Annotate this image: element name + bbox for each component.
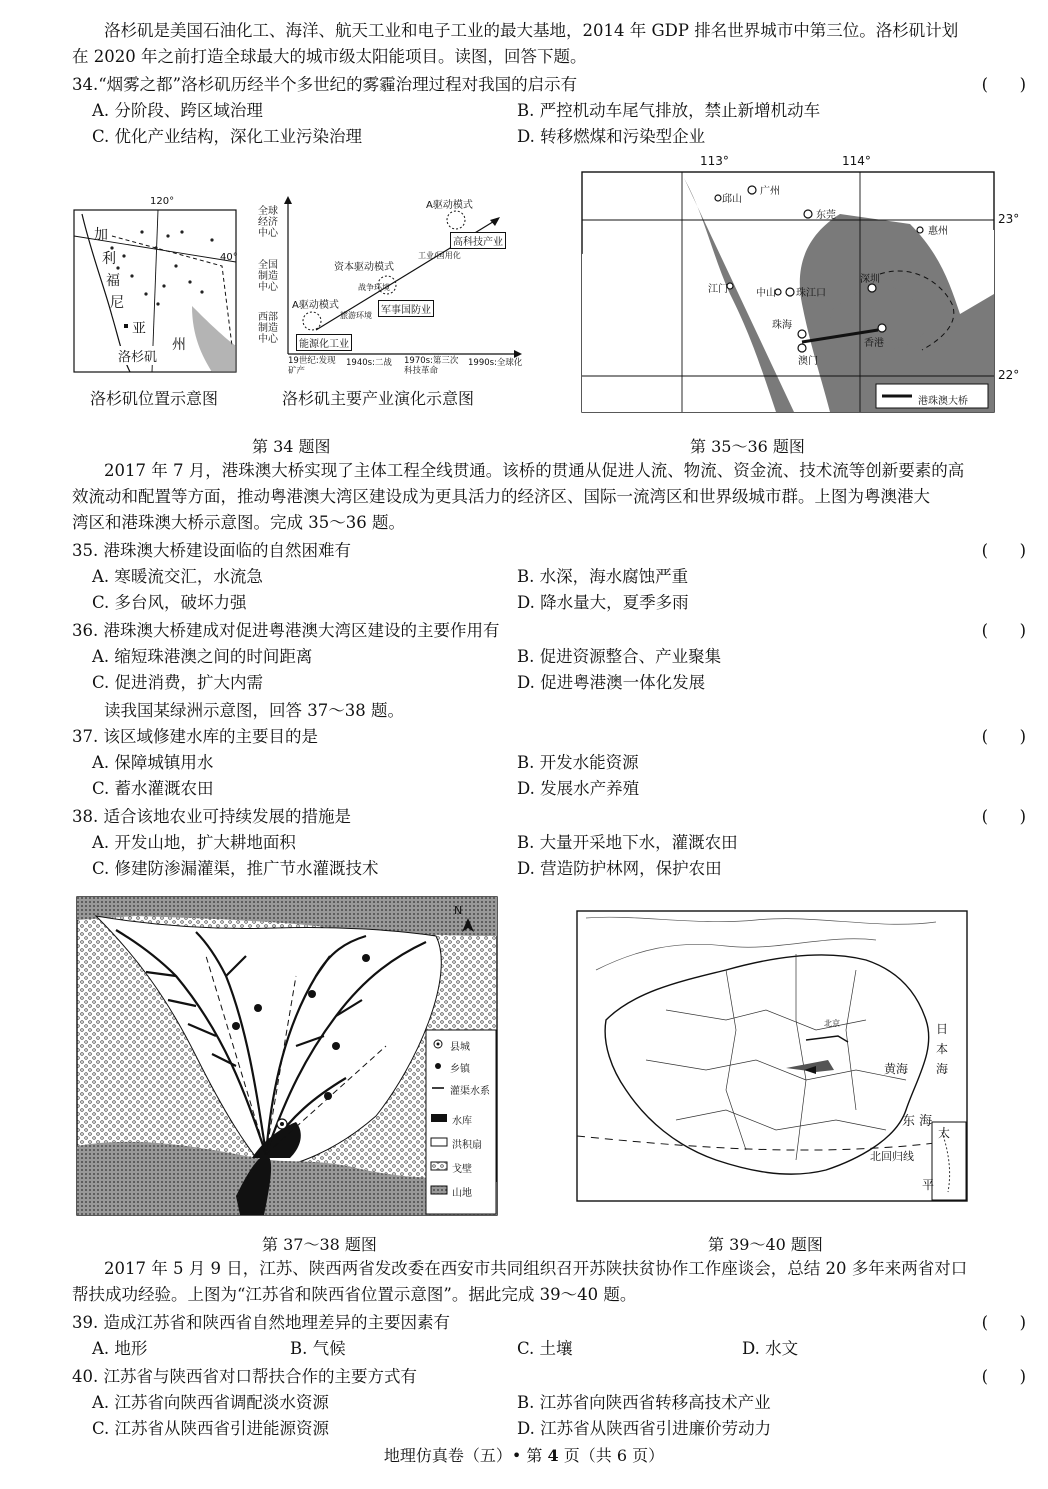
map-label: 北回归线 <box>870 1150 914 1163</box>
intro-paragraph-line: 洛杉矶是美国石油化工、海洋、航天工业和电子工业的最大基地，2014 年 GDP 排名世界城市中第三位。洛杉矶计划 <box>104 21 959 40</box>
city-label: 江门 <box>708 284 728 295</box>
y-label: 全国制造中心 <box>258 260 278 293</box>
option-d: D. 营造防护林网，保护农田 <box>517 859 722 878</box>
city-label: 澳门 <box>798 356 818 367</box>
city-label: 香港 <box>864 338 884 349</box>
answer-blank: ( ) <box>981 1367 1026 1386</box>
map-label: 利 <box>102 251 116 267</box>
figure-caption: 洛杉矶位置示意图 <box>90 389 219 408</box>
intro-paragraph-line: 帮扶成功经验。上图为“江苏省和陕西省位置示意图”。据此完成 39～40 题。 <box>72 1285 637 1304</box>
industry-box: 军事国防业 <box>378 300 434 317</box>
industry-box: 高科技产业 <box>450 232 506 249</box>
intro-paragraph-line: 2017 年 5 月 9 日，江苏、陕西两省发改委在西安市共同组织召开苏陕扶贫协作工作座谈会，总结 20 多年来两省对口 <box>104 1259 968 1278</box>
legend-label: 灌渠水系 <box>450 1086 490 1097</box>
option-c: C. 多台风，破坏力强 <box>92 593 247 612</box>
map-label: 东 海 <box>902 1114 933 1129</box>
question-38-stem: 38. 适合该地农业可持续发展的措施是 <box>72 807 351 826</box>
arrow-note: 工业/国用化 <box>418 251 461 260</box>
longitude-label: 114° <box>842 154 871 168</box>
answer-blank: ( ) <box>981 75 1026 94</box>
page-footer <box>0 1443 1048 1466</box>
latitude-label: 40° <box>220 252 238 263</box>
figure-caption: 洛杉矶主要产业演化示意图 <box>282 389 475 408</box>
question-36-stem: 36. 港珠澳大桥建成对促进粤港澳大湾区建设的主要作用有 <box>72 621 500 640</box>
footer-right: 页（共 6 页） <box>558 1446 665 1465</box>
footer-left: 地理仿真卷（五）• 第 <box>383 1446 548 1465</box>
question-34-stem: 34.“烟雾之都”洛杉矶历经半个多世纪的雾霾治理过程对我国的启示有 <box>72 75 578 94</box>
city-label: 邱山 <box>722 194 742 205</box>
option-c: C. 修建防渗漏灌渠，推广节水灌溉技术 <box>92 859 379 878</box>
question-40-stem: 40. 江苏省与陕西省对口帮扶合作的主要方式有 <box>72 1367 417 1386</box>
answer-blank: ( ) <box>981 621 1026 640</box>
figure-caption: 第 34 题图 <box>252 437 331 456</box>
option-a: A. 地形 <box>92 1339 148 1358</box>
map-label: 太 <box>938 1126 951 1140</box>
latitude-label: 23° <box>998 212 1020 226</box>
intro-paragraph-line: 在 2020 年之前打造全球最大的城市级太阳能项目。读图，回答下题。 <box>72 47 587 66</box>
option-b: B. 江苏省向陕西省转移高技术产业 <box>517 1393 771 1412</box>
legend-label: 洪积扇 <box>452 1140 482 1151</box>
figure-caption: 第 39～40 题图 <box>708 1235 823 1254</box>
map-label: 加 <box>94 227 108 243</box>
map-label: 北京 <box>824 1019 840 1028</box>
intro-paragraph-line: 读我国某绿洲示意图，回答 37～38 题。 <box>104 701 404 720</box>
legend-label: 山地 <box>452 1188 472 1199</box>
option-c: C. 土壤 <box>517 1339 573 1358</box>
option-a: A. 保障城镇用水 <box>92 753 214 772</box>
mode-label: A驱动模式 <box>292 300 339 311</box>
map-label: 日 <box>936 1022 949 1036</box>
city-label: 洛杉矶 <box>118 346 157 365</box>
option-b: B. 水深，海水腐蚀严重 <box>517 567 689 586</box>
map-label: 海 <box>936 1062 949 1076</box>
la-industry-chart <box>256 190 526 380</box>
y-label: 全球经济中心 <box>258 206 278 239</box>
map-label: 亚 <box>132 321 146 337</box>
map-label: 本 <box>936 1042 949 1056</box>
legend-label: 县城 <box>450 1042 470 1053</box>
legend-label: 水库 <box>452 1116 472 1127</box>
y-label: 西部制造中心 <box>258 312 278 345</box>
legend-label: 港珠澳大桥 <box>918 396 968 407</box>
question-39-stem: 39. 造成江苏省和陕西省自然地理差异的主要因素有 <box>72 1313 450 1332</box>
mode-label: A驱动模式 <box>426 200 473 211</box>
map-label: 福 <box>106 273 120 289</box>
intro-paragraph-line: 湾区和港珠澳大桥示意图。完成 35～36 题。 <box>72 513 405 532</box>
option-d: D. 促进粤港澳一体化发展 <box>517 673 706 692</box>
option-b: B. 促进资源整合、产业聚集 <box>517 647 722 666</box>
city-label: 广州 <box>760 186 780 197</box>
la-location-map <box>72 196 240 374</box>
answer-blank: ( ) <box>981 727 1026 746</box>
city-label: 中山 <box>756 288 776 299</box>
city-label: 东莞 <box>816 210 836 221</box>
option-c: C. 优化产业结构，深化工业污染治理 <box>92 127 363 146</box>
industry-box: 能源化工业 <box>296 334 352 351</box>
page-number: 4 <box>547 1446 559 1465</box>
legend-label: 戈壁 <box>452 1164 472 1175</box>
option-c: C. 促进消费，扩大内需 <box>92 673 264 692</box>
intro-paragraph-line: 效流动和配置等方面，推动粤港澳大湾区建设成为更具活力的经济区、国际一流湾区和世界级城市群。上图为粤澳港大 <box>72 487 930 506</box>
question-35-stem: 35. 港珠澳大桥建设面临的自然困难有 <box>72 541 351 560</box>
option-b: B. 大量开采地下水，灌溉农田 <box>517 833 738 852</box>
arrow-note: 旅游环境 <box>340 311 372 320</box>
arrow-note: 战争环境 <box>358 283 390 292</box>
oasis-map <box>76 896 498 1216</box>
option-d: D. 降水量大，夏季多雨 <box>517 593 689 612</box>
option-a: A. 缩短珠港澳之间的时间距离 <box>92 647 313 666</box>
answer-blank: ( ) <box>981 541 1026 560</box>
legend-label: 乡镇 <box>450 1064 470 1075</box>
x-label: 1940s:二战 <box>346 358 392 368</box>
option-b: B. 气候 <box>290 1339 346 1358</box>
x-label: 1970s:第三次科技革命 <box>404 356 459 376</box>
north-arrow-label: N <box>454 904 463 917</box>
answer-blank: ( ) <box>981 807 1026 826</box>
mode-label: 资本驱动模式 <box>334 262 394 273</box>
x-label: 1990s:全球化 <box>468 358 523 368</box>
option-a: A. 寒暖流交汇，水流急 <box>92 567 263 586</box>
option-a: A. 开发山地，扩大耕地面积 <box>92 833 296 852</box>
figure-caption: 第 37～38 题图 <box>262 1235 377 1254</box>
city-label: 珠海 <box>772 320 792 331</box>
option-c: C. 蓄水灌溉农田 <box>92 779 214 798</box>
option-d: D. 水文 <box>742 1339 799 1358</box>
map-label: 州 <box>172 337 186 353</box>
map-label: 黄海 <box>884 1062 909 1076</box>
city-label: 深圳 <box>860 274 880 285</box>
latitude-label: 22° <box>998 368 1020 382</box>
option-b: B. 严控机动车尾气排放，禁止新增机动车 <box>517 101 821 120</box>
x-label: 19世纪:发现矿产 <box>288 356 336 376</box>
option-a: A. 江苏省向陕西省调配淡水资源 <box>92 1393 329 1412</box>
china-map <box>576 910 968 1202</box>
option-a: A. 分阶段、跨区域治理 <box>92 101 263 120</box>
figure-caption: 第 35～36 题图 <box>690 437 805 456</box>
option-b: B. 开发水能资源 <box>517 753 639 772</box>
map-label: 尼 <box>110 295 124 311</box>
city-label: 珠江口 <box>796 288 826 299</box>
question-37-stem: 37. 该区域修建水库的主要目的是 <box>72 727 318 746</box>
option-d: D. 江苏省从陕西省引进廉价劳动力 <box>517 1419 772 1438</box>
map-label: 平 <box>922 1178 935 1192</box>
option-d: D. 转移燃煤和污染型企业 <box>517 127 706 146</box>
option-c: C. 江苏省从陕西省引进能源资源 <box>92 1419 330 1438</box>
greater-bay-area-map <box>580 154 1020 416</box>
longitude-label: 113° <box>700 154 729 168</box>
city-label: 惠州 <box>928 226 948 237</box>
answer-blank: ( ) <box>981 1313 1026 1332</box>
longitude-label: 120° <box>150 196 175 207</box>
option-d: D. 发展水产养殖 <box>517 779 640 798</box>
intro-paragraph-line: 2017 年 7 月，港珠澳大桥实现了主体工程全线贯通。该桥的贯通从促进人流、物流、资金流、技术流等创新要素的高 <box>104 461 965 480</box>
